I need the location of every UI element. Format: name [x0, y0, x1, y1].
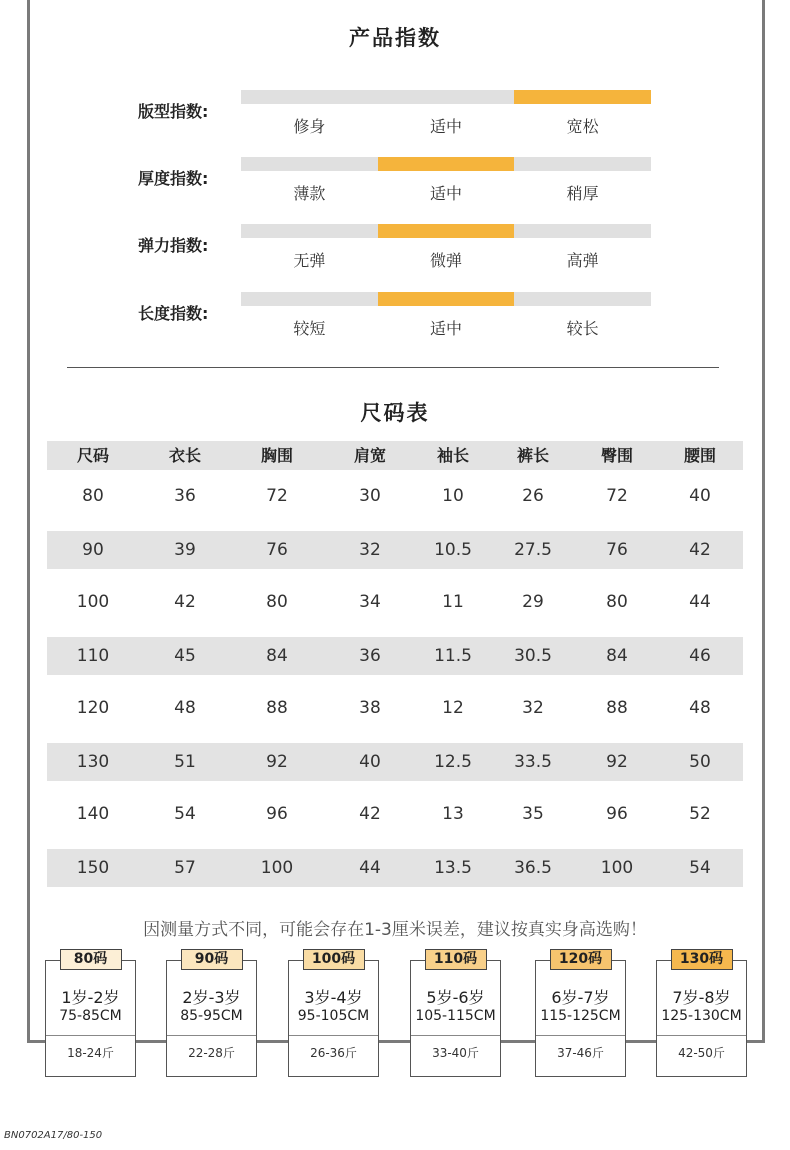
table-cell: 40	[359, 752, 381, 772]
card-weight: 33-40斤	[432, 1046, 479, 1060]
index-bar-segment	[378, 292, 515, 306]
table-cell: 110	[76, 646, 110, 666]
index-bar	[241, 90, 651, 104]
table-cell: 42	[689, 540, 711, 560]
table-cell: 44	[689, 592, 711, 612]
table-cell: 50	[689, 752, 711, 772]
table-cell: 84	[266, 646, 288, 666]
table-header-cell: 裤长	[516, 446, 549, 465]
size-tag: 110码	[425, 949, 487, 970]
table-cell: 54	[689, 858, 711, 878]
index-row	[0, 157, 790, 217]
table-cell: 36	[174, 486, 196, 506]
table-header-cell: 腰围	[683, 446, 716, 465]
table-row	[47, 531, 743, 569]
table-header-cell: 肩宽	[353, 446, 386, 465]
table-cell: 10.5	[434, 540, 472, 560]
table-cell: 92	[266, 752, 288, 772]
table-cell: 80	[606, 592, 628, 612]
card-divider	[46, 1035, 135, 1036]
table-cell: 54	[174, 804, 196, 824]
table-cell: 150	[76, 858, 110, 878]
size-table	[47, 441, 743, 894]
size-card	[410, 951, 501, 1077]
table-cell: 100	[600, 858, 634, 878]
index-bar	[241, 292, 651, 306]
table-cell: 11	[442, 592, 464, 612]
table-cell: 38	[359, 698, 381, 718]
table-cell: 29	[522, 592, 544, 612]
table-cell: 48	[174, 698, 196, 718]
size-card	[45, 951, 136, 1077]
index-options	[241, 248, 651, 271]
table-cell: 30.5	[514, 646, 552, 666]
section-divider	[67, 367, 719, 368]
index-row	[0, 224, 790, 284]
card-divider	[657, 1035, 746, 1036]
card-height: 105-115CM	[415, 1008, 496, 1024]
table-cell: 26	[522, 486, 544, 506]
card-age: 1岁-2岁	[61, 988, 120, 1007]
index-bar-segment	[378, 224, 515, 238]
size-card	[656, 951, 747, 1077]
card-weight: 26-36斤	[310, 1046, 357, 1060]
card-age: 6岁-7岁	[551, 988, 610, 1007]
table-cell: 40	[689, 486, 711, 506]
size-tag: 130码	[671, 949, 733, 970]
index-bar	[241, 157, 651, 171]
table-cell: 96	[606, 804, 628, 824]
table-cell: 13	[442, 804, 464, 824]
index-bar-segment	[241, 224, 378, 238]
table-cell: 100	[260, 858, 294, 878]
table-row	[47, 682, 743, 735]
index-option: 薄款	[293, 184, 326, 203]
index-option: 适中	[430, 184, 463, 203]
table-cell: 88	[606, 698, 628, 718]
index-option: 较长	[566, 319, 599, 338]
table-body	[47, 470, 743, 887]
table-row	[47, 576, 743, 629]
table-header-cell: 臀围	[600, 446, 633, 465]
table-cell: 36	[359, 646, 381, 666]
index-option: 修身	[293, 117, 326, 136]
index-option: 适中	[430, 319, 463, 338]
index-bar-segment	[514, 90, 651, 104]
table-cell: 42	[174, 592, 196, 612]
size-card	[535, 951, 626, 1077]
table-cell: 72	[606, 486, 628, 506]
card-divider	[289, 1035, 378, 1036]
card-divider	[411, 1035, 500, 1036]
card-height: 75-85CM	[59, 1008, 122, 1024]
table-cell: 76	[606, 540, 628, 560]
card-weight: 18-24斤	[67, 1046, 114, 1060]
index-bar-segment	[514, 292, 651, 306]
table-cell: 30	[359, 486, 381, 506]
table-cell: 57	[174, 858, 196, 878]
index-options	[241, 181, 651, 204]
table-row	[47, 637, 743, 675]
index-option: 宽松	[566, 117, 599, 136]
table-row	[47, 743, 743, 781]
index-bar	[241, 224, 651, 238]
index-bar-segment	[241, 157, 378, 171]
table-cell: 46	[689, 646, 711, 666]
table-cell: 11.5	[434, 646, 472, 666]
table-cell: 96	[266, 804, 288, 824]
index-option: 无弹	[293, 251, 326, 270]
card-age: 7岁-8岁	[672, 988, 731, 1007]
size-card	[288, 951, 379, 1077]
table-cell: 42	[359, 804, 381, 824]
size-chart-title: 尺码表	[360, 401, 430, 425]
card-height: 115-125CM	[540, 1008, 621, 1024]
table-cell: 100	[76, 592, 110, 612]
table-header-row	[47, 441, 743, 470]
table-row	[47, 470, 743, 523]
table-cell: 92	[606, 752, 628, 772]
card-height: 125-130CM	[661, 1008, 742, 1024]
card-weight: 42-50斤	[678, 1046, 725, 1060]
index-row	[0, 90, 790, 150]
table-cell: 140	[76, 804, 110, 824]
card-divider	[536, 1035, 625, 1036]
index-bar-segment	[241, 90, 378, 104]
table-header-cell: 衣长	[168, 446, 201, 465]
table-cell: 35	[522, 804, 544, 824]
table-cell: 76	[266, 540, 288, 560]
table-row	[47, 849, 743, 887]
table-header-cell: 尺码	[76, 446, 109, 465]
table-cell: 12	[442, 698, 464, 718]
table-cell: 10	[442, 486, 464, 506]
measurement-note: 因测量方式不同，可能会存在1-3厘米误差，建议按真实身高选购！	[143, 920, 647, 940]
table-cell: 32	[522, 698, 544, 718]
size-tag: 90码	[181, 949, 243, 970]
table-cell: 84	[606, 646, 628, 666]
index-option: 微弹	[430, 251, 463, 270]
card-height: 95-105CM	[297, 1008, 370, 1024]
table-cell: 44	[359, 858, 381, 878]
table-cell: 120	[76, 698, 110, 718]
index-option: 稍厚	[566, 184, 599, 203]
index-options	[241, 114, 651, 137]
table-cell: 13.5	[434, 858, 472, 878]
index-label: 版型指数:	[138, 102, 209, 121]
size-tag: 120码	[550, 949, 612, 970]
index-option: 较短	[293, 319, 326, 338]
table-cell: 52	[689, 804, 711, 824]
index-bar-segment	[514, 224, 651, 238]
card-weight: 22-28斤	[188, 1046, 235, 1060]
table-cell: 27.5	[514, 540, 552, 560]
card-weight: 37-46斤	[557, 1046, 604, 1060]
card-age: 2岁-3岁	[182, 988, 241, 1007]
card-divider	[167, 1035, 256, 1036]
index-label: 长度指数:	[138, 304, 209, 323]
table-cell: 80	[266, 592, 288, 612]
table-cell: 72	[266, 486, 288, 506]
table-cell: 45	[174, 646, 196, 666]
table-cell: 130	[76, 752, 110, 772]
index-label: 厚度指数:	[138, 169, 209, 188]
table-cell: 48	[689, 698, 711, 718]
index-label: 弹力指数:	[138, 236, 209, 255]
index-bar-segment	[378, 90, 515, 104]
card-age: 3岁-4岁	[304, 988, 363, 1007]
table-cell: 88	[266, 698, 288, 718]
size-tag: 100码	[303, 949, 365, 970]
product-code: BN0702A17/80-150	[4, 1130, 103, 1141]
size-card	[166, 951, 257, 1077]
index-row	[0, 292, 790, 352]
table-cell: 51	[174, 752, 196, 772]
table-cell: 34	[359, 592, 381, 612]
index-bar-segment	[241, 292, 378, 306]
size-tag: 80码	[60, 949, 122, 970]
table-cell: 80	[82, 486, 104, 506]
table-cell: 33.5	[514, 752, 552, 772]
index-option: 高弹	[566, 251, 599, 270]
table-cell: 12.5	[434, 752, 472, 772]
card-height: 85-95CM	[180, 1008, 243, 1024]
table-header-cell: 袖长	[436, 446, 469, 465]
table-cell: 36.5	[514, 858, 552, 878]
product-index-title: 产品指数	[349, 26, 441, 50]
table-row	[47, 788, 743, 841]
index-bar-segment	[514, 157, 651, 171]
card-age: 5岁-6岁	[426, 988, 485, 1007]
table-cell: 90	[82, 540, 104, 560]
table-cell: 39	[174, 540, 196, 560]
index-option: 适中	[430, 117, 463, 136]
index-bar-segment	[378, 157, 515, 171]
index-options	[241, 316, 651, 339]
table-header-cell: 胸围	[260, 446, 293, 465]
table-cell: 32	[359, 540, 381, 560]
